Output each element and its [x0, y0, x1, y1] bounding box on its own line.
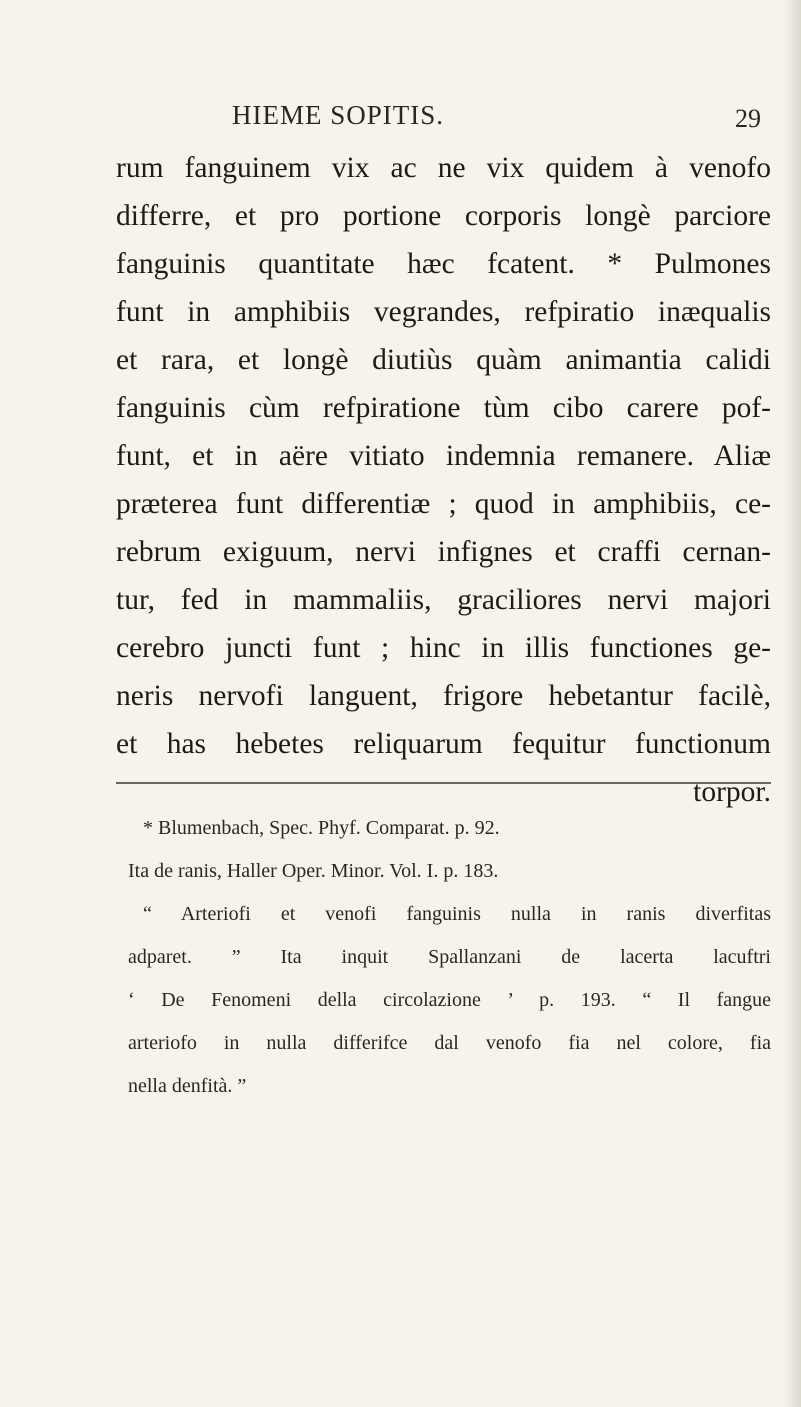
text-line: præterea funt differentiæ ; quod in amphibiis, ce-	[116, 488, 771, 520]
text-line: neris nervofi languent, frigore hebetantur facilè,	[116, 680, 771, 712]
text-line: differre, et pro portione corporis longè parciore	[116, 200, 771, 232]
footnote-line: Ita de ranis, Haller Oper. Minor. Vol. I. p. 183.	[128, 860, 499, 882]
text-line: fanguinis cùm refpiratione tùm cibo carere pof-	[116, 392, 771, 424]
text-line-last: torpor.	[693, 776, 771, 808]
page-edge-shadow	[783, 0, 801, 1407]
text-line: et has hebetes reliquarum fequitur functionum	[116, 728, 771, 760]
footnote-line: * Blumenbach, Spec. Phyf. Comparat. p. 92.	[143, 817, 500, 839]
text-line: tur, fed in mammaliis, graciliores nervi majori	[116, 584, 771, 616]
page-number: 29	[735, 104, 761, 133]
text-line: fanguinis quantitate hæc fcatent. * Pulmones	[116, 248, 771, 280]
text-line: funt in amphibiis vegrandes, refpiratio inæqualis	[116, 296, 771, 328]
text-line: rebrum exiguum, nervi infignes et craffi cernan-	[116, 536, 771, 568]
footnote-line: ‘ De Fenomeni della circolazione ’ p. 193. “ Il fangue	[128, 989, 771, 1011]
running-head-title: HIEME SOPITIS.	[232, 100, 445, 130]
running-head	[0, 100, 801, 140]
text-line: cerebro juncti funt ; hinc in illis functiones ge-	[116, 632, 771, 664]
footnote-line: arteriofo in nulla differifce dal venofo fia nel colore, fia	[128, 1032, 771, 1054]
footnote-divider	[116, 782, 771, 784]
footnote-line: nella denfità. ”	[128, 1075, 247, 1097]
footnote-line: “ Arteriofi et venofi fanguinis nulla in ranis diverfitas	[143, 903, 771, 925]
footnote-line: adparet. ” Ita inquit Spallanzani de lacerta lacuftri	[128, 946, 771, 968]
text-line: rum fanguinem vix ac ne vix quidem à venofo	[116, 152, 771, 184]
text-line: et rara, et longè diutiùs quàm animantia calidi	[116, 344, 771, 376]
text-line: funt, et in aëre vitiato indemnia remanere. Aliæ	[116, 440, 771, 472]
